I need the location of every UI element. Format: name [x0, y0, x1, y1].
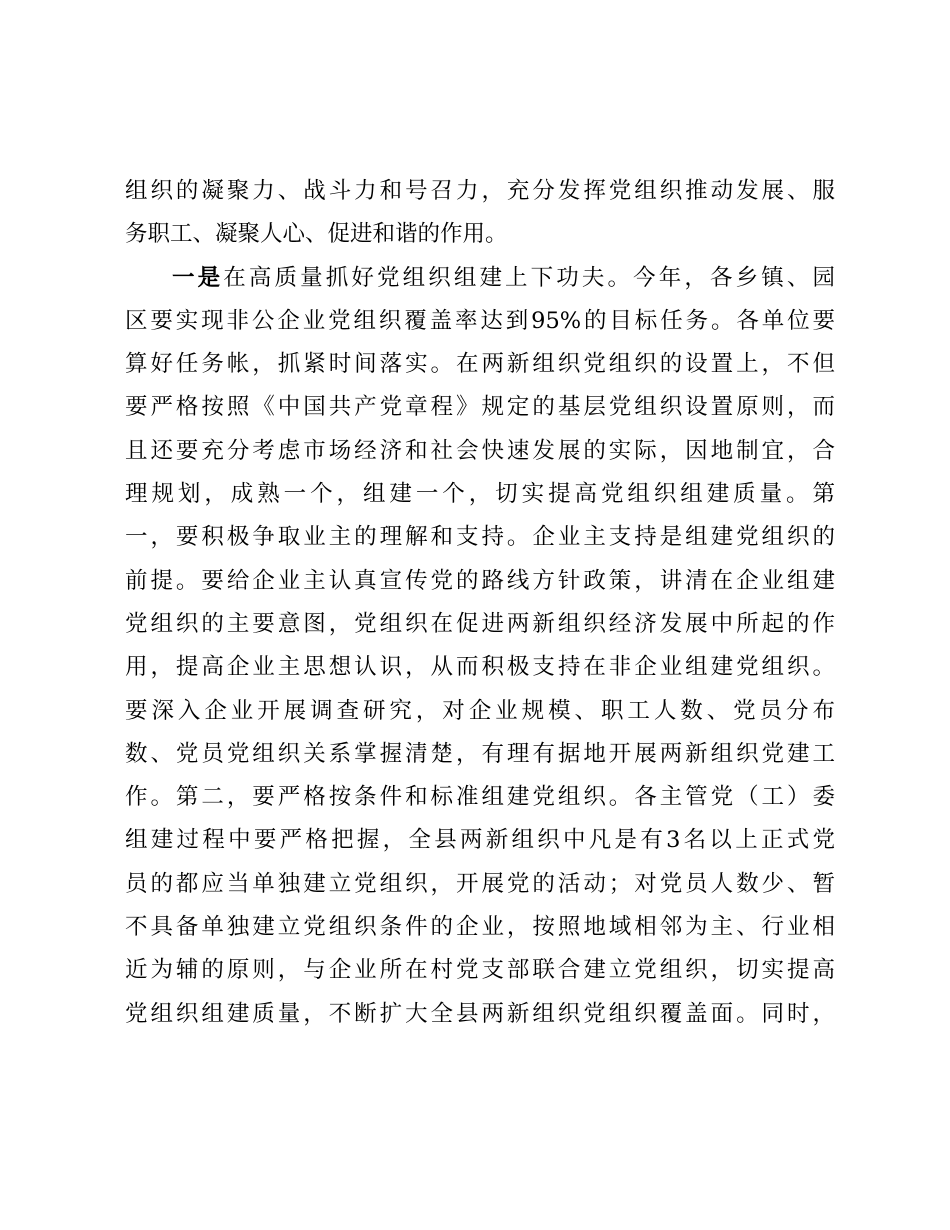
body-text [125, 170, 835, 1036]
text-line: 区要实现非公企业党组织覆盖率达到95%的目标任务。各单位要 [125, 307, 835, 334]
text-line: 组织的凝聚力、战斗力和号召力，充分发挥党组织推动发展、服 [125, 178, 835, 204]
text-line: 员的都应当单独建立党组织，开展党的活动；对党员人数少、暂 [125, 870, 835, 897]
lead-bold-text: 一是 [172, 264, 224, 291]
text-line: 作。第二，要严格按条件和标准组建党组织。各主管党（工）委 [125, 784, 835, 811]
paragraph-start-line [125, 257, 835, 300]
text-line: 理规划，成熟一个，组建一个，切实提高党组织组建质量。第 [125, 481, 835, 508]
text-line: 数、党员党组织关系掌握清楚，有理有据地开展两新组织党建工 [125, 740, 835, 767]
text-line: 要深入企业开展调查研究，对企业规模、职工人数、党员分布 [125, 697, 835, 724]
text-line: 算好任务帐，抓紧时间落实。在两新组织党组织的设置上，不但 [125, 351, 835, 378]
text-line: 党组织组建质量，不断扩大全县两新组织党组织覆盖面。同时， [125, 1000, 835, 1027]
text-line: 组建过程中要严格把握，全县两新组织中凡是有3名以上正式党 [125, 827, 835, 854]
text-line: 党组织的主要意图，党组织在促进两新组织经济发展中所起的作 [125, 610, 835, 637]
text-line: 要严格按照《中国共产党章程》规定的基层党组织设置原则，而 [125, 394, 835, 421]
text-line-rest: 在高质量抓好党组织组建上下功夫。今年，各乡镇、园 [223, 264, 835, 291]
text-line: 不具备单独建立党组织条件的企业，按照地域相邻为主、行业相 [125, 914, 835, 941]
text-line: 前提。要给企业主认真宣传党的路线方针政策，讲清在企业组建 [125, 567, 835, 594]
text-line: 且还要充分考虑市场经济和社会快速发展的实际，因地制宜，合 [125, 437, 835, 464]
text-line: 用，提高企业主思想认识，从而积极支持在非企业组建党组织。 [125, 654, 835, 681]
text-line: 务职工、凝聚人心、促进和谐的作用。 [125, 221, 508, 248]
text-line: 近为辅的原则，与企业所在村党支部联合建立党组织，切实提高 [125, 957, 835, 984]
text-line: 一，要积极争取业主的理解和支持。企业主支持是组建党组织的 [125, 524, 835, 551]
